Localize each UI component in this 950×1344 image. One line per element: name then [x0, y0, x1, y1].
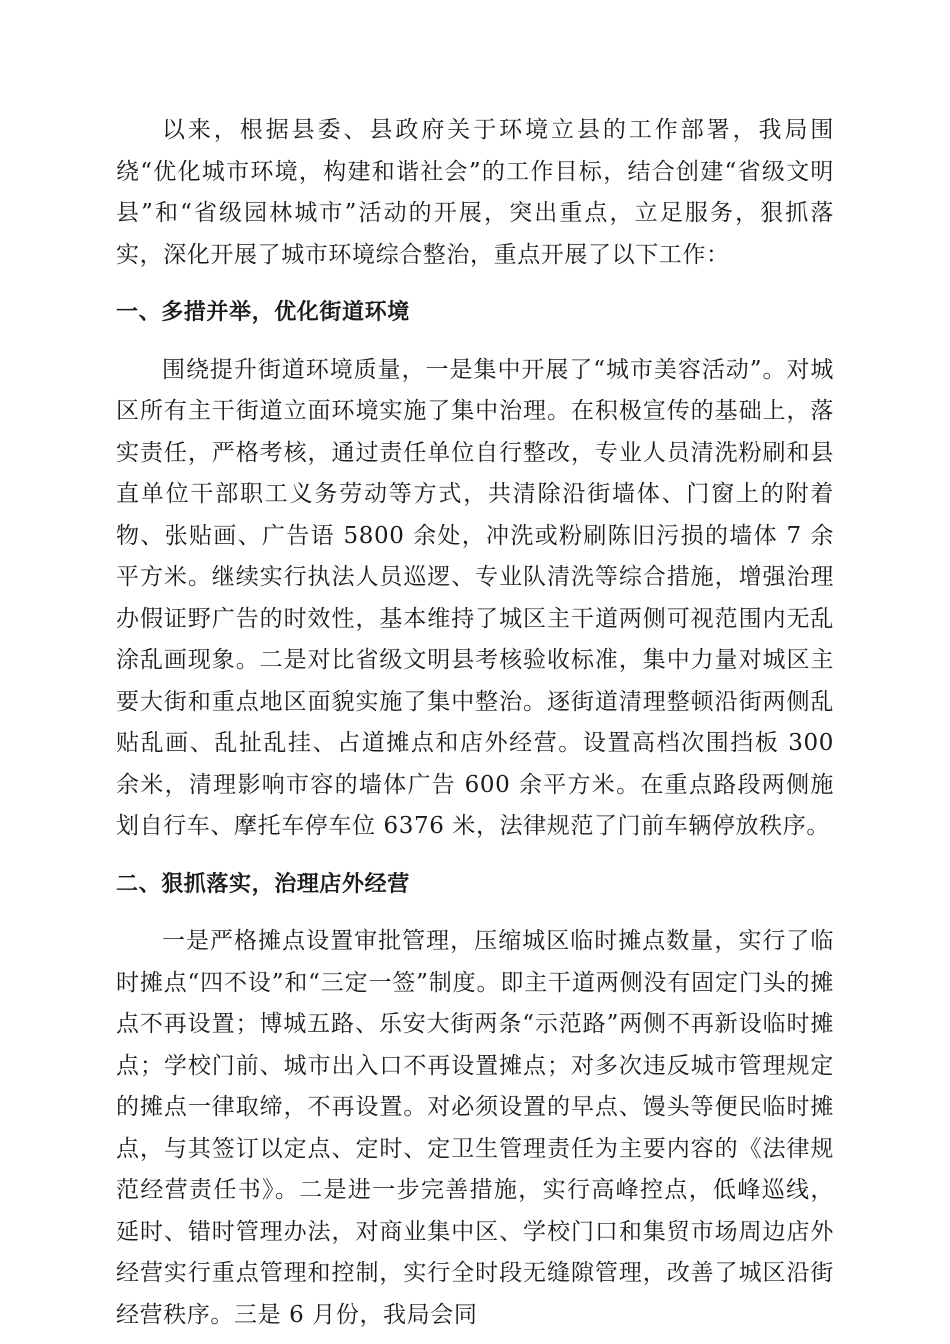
section-heading-2: 二、狠抓落实，治理店外经营 [116, 871, 410, 897]
section-2-paragraph: 一是严格摊点设置审批管理，压缩城区临时摊点数量，实行了临时摊点“四不设”和“三定一签”制度。即主干道两侧没有固定门头的摊点不再设置；博城五路、乐安大街两条“示范路”两侧不再新设临时摊点；学校门前、城市出入口不再设置摊点；对多次违反城市管理规定的摊点一律取缔，不再设置。对必须设置的早点、馒头等便民临时摊点，与其签订以定点、定时、定卫生管理责任为主要内容的《法律规范经营责任书》。二是进一步完善措施，实行高峰控点，低峰巡线，延时、错时管理办法，对商业集中区、学校门口和集贸市场周边店外经营实行重点管理和控制，实行全时段无缝隙管理，改善了城区沿街经营秩序。三是 6 月份，我局会同 [116, 928, 834, 1328]
section-1-paragraph: 围绕提升街道环境质量，一是集中开展了“城市美容活动”。对城区所有主干街道立面环境实施了集中治理。在积极宣传的基础上，落实责任，严格考核，通过责任单位自行整改，专业人员清洗粉刷和县直单位干部职工义务劳动等方式，共清除沿街墙体、门窗上的附着物、张贴画、广告语 5800 余处，冲洗或粉刷陈旧污损的墙体 7 余平方米。继续实行执法人员巡逻、专业队清洗等综合措施，增强治理办假证野广告的时效性，基本维持了城区主干道两侧可视范围内无乱涂乱画现象。二是对比省级文明县考核验收标准，集中力量对城区主要大街和重点地区面貌实施了集中整治。逐街道清理整顿沿街两侧乱贴乱画、乱扯乱挂、占道摊点和店外经营。设置高档次围挡板 300 余米，清理影响市容的墙体广告 600 余平方米。在重点路段两侧施划自行车、摩托车停车位 6376 米，法律规范了门前车辆停放秩序。 [116, 356, 834, 839]
intro-paragraph: 以来，根据县委、县政府关于环境立县的工作部署，我局围绕“优化城市环境，构建和谐社会”的工作目标，结合创建“省级文明县”和“省级园林城市”活动的开展，突出重点，立足服务，狠抓落实，深化开展了城市环境综合整治，重点开展了以下工作： [116, 117, 834, 268]
document-body [116, 110, 834, 1336]
section-heading-1: 一、多措并举，优化街道环境 [116, 300, 410, 325]
